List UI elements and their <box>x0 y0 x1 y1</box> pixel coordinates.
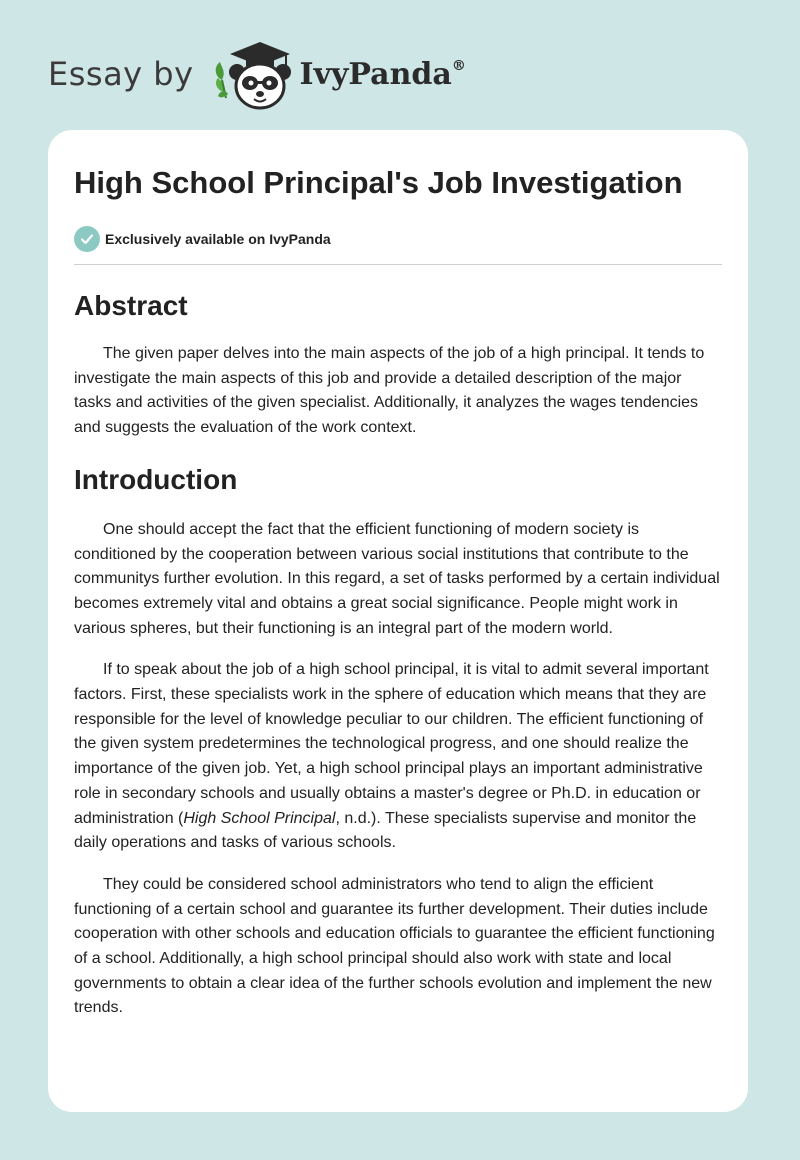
intro-paragraph-1: One should accept the fact that the efficient functioning of modern society is conditioned by the cooperation between various social institutions that contribute to the communitys further evolution. In this regard, a set of tasks performed by a certain individual becomes extremely vital and obtains a great social significance. People might work in various spheres, but their functioning is an integral part of the modern world. <box>74 520 720 637</box>
intro-paragraph-2: If to speak about the job of a high school principal, it is vital to admit several important factors. First, these specialists work in the sphere of education which means that they are responsible for the level of knowledge peculiar to our children. The efficient functioning of the given system predetermines the technological progress, and one should realize the importance of the given job. Yet, a high school principal plays an important administrative role in secondary schools and usually obtains a master's degree or Ph.D. in education or administration (High School Principal, n.d.). These specialists supervise and monitor the daily operations and tasks of various schools. <box>74 661 709 852</box>
page-title: High School Principal's Job Investigation <box>74 165 683 200</box>
exclusive-badge-label: Exclusively available on IvyPanda <box>105 231 331 247</box>
panda-graduate-icon[interactable] <box>210 36 294 112</box>
section-heading-abstract: Abstract <box>74 290 188 321</box>
abstract-paragraph: The given paper delves into the main aspects of the job of a high principal. It tends to investigate the main aspects of this job and provide a detailed description of the major tasks and activities of the given specialist. Additionally, it analyzes the wages tendencies and suggests the evaluation of the work context. <box>74 345 705 437</box>
brand-name[interactable]: IvyPanda® <box>299 56 466 92</box>
divider <box>74 264 722 265</box>
essay-by-label: Essay by <box>48 55 194 93</box>
ivy-leaf-icon <box>215 62 227 98</box>
section-heading-introduction: Introduction <box>74 463 238 495</box>
check-icon <box>74 226 100 252</box>
exclusive-badge <box>74 225 722 253</box>
registered-mark: ® <box>451 57 466 74</box>
essay-card <box>48 130 748 1112</box>
citation-title: High School Principal <box>183 809 336 827</box>
site-header <box>48 34 466 114</box>
intro-paragraph-3: They could be considered school administrators who tend to align the efficient functioning of a certain school and guarantee its further development. Their duties include cooperation with other schools and education officials to guarantee the efficient functioning of a school. Additionally, a high school principal should also work with state and local governments to obtain a clear idea of the further schools evolution and implement the new trends. <box>74 875 715 1017</box>
